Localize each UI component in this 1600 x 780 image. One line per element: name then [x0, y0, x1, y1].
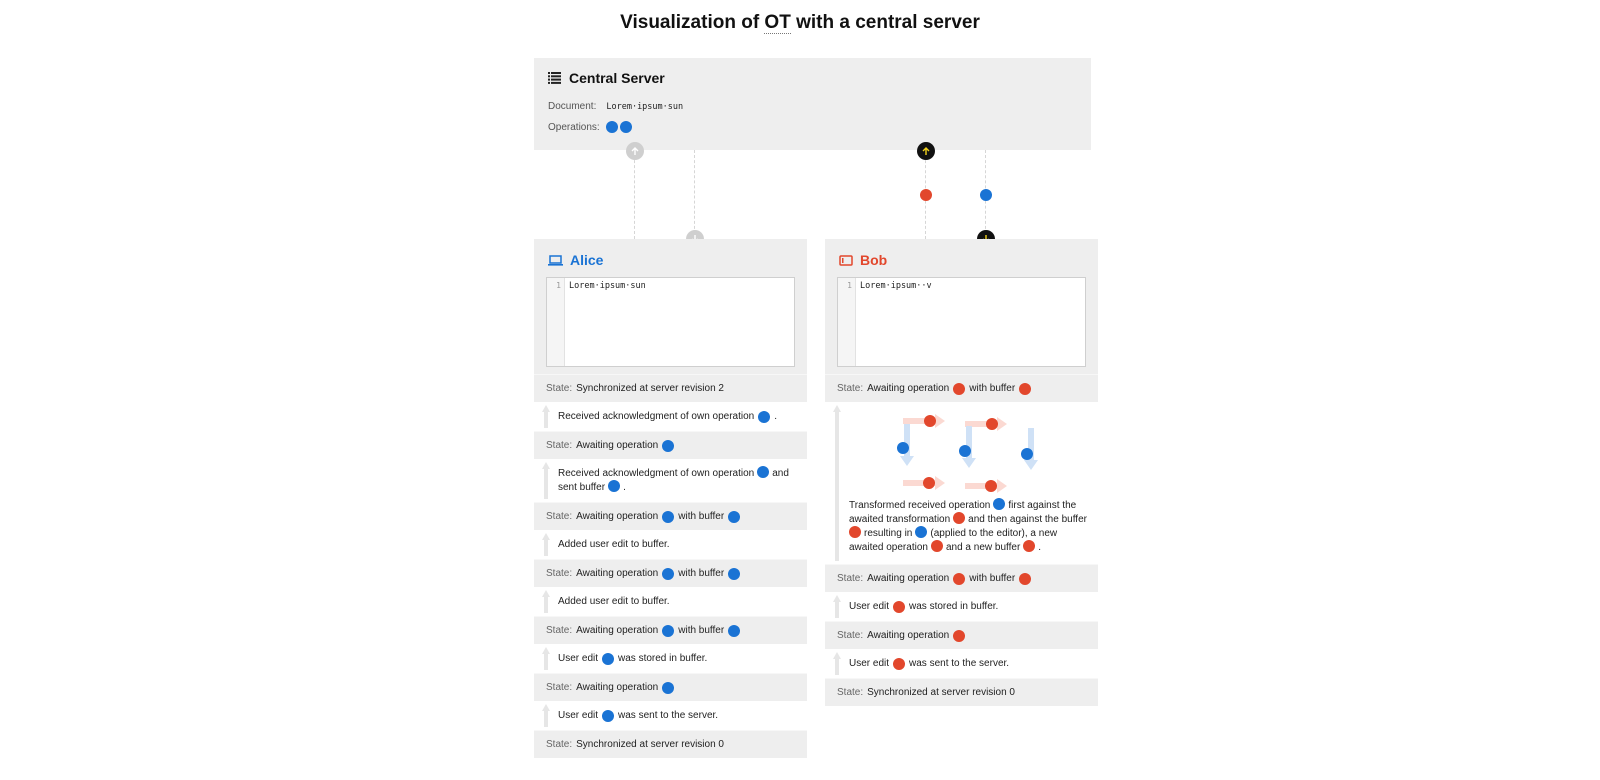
alice-state-row: State: Awaiting operation	[534, 673, 807, 701]
up-arrow-icon	[833, 595, 841, 618]
bob-name: Bob	[860, 252, 888, 268]
operation-dot[interactable]	[662, 682, 674, 694]
operation-dot[interactable]	[953, 630, 965, 642]
alice-state-row: State: Awaiting operation with buffer	[534, 616, 807, 644]
intermediate-operation-dot	[959, 445, 971, 457]
operation-dot[interactable]	[602, 710, 614, 722]
bob-state-row: State: Awaiting operation with buffer	[825, 374, 1098, 402]
bob-editor[interactable]	[837, 277, 1086, 367]
new-awaited-operation-dot	[923, 477, 935, 489]
alice-state-row: State: Awaiting operation with buffer	[534, 559, 807, 587]
alice-event-row: Added user edit to buffer.	[534, 587, 807, 616]
operation-dot[interactable]	[893, 658, 905, 670]
new-buffer-dot	[985, 480, 997, 492]
up-arrow-icon	[542, 590, 550, 613]
operation-dot[interactable]	[662, 625, 674, 637]
operation-dot[interactable]	[602, 653, 614, 665]
operation-dot[interactable]	[931, 540, 943, 552]
laptop-icon	[548, 255, 563, 266]
bob-client-panel	[825, 239, 1098, 374]
operation-dot[interactable]	[758, 411, 770, 423]
bob-transform-event: Transformed received operation first against the awaited transformation and then against the buffer resulting in (applied to the editor), a new awaited operation and a new buffer .	[825, 402, 1098, 564]
alice-event-row: Added user edit to buffer.	[534, 530, 807, 559]
bob-state-row: State: Awaiting operation	[825, 621, 1098, 649]
received-operation-dot	[897, 442, 909, 454]
server-operations-row	[548, 121, 634, 133]
buffer-dot[interactable]	[849, 526, 861, 538]
buffer-dot[interactable]	[728, 511, 740, 523]
server-operation-dot[interactable]	[620, 121, 632, 133]
server-title: Central Server	[569, 70, 665, 86]
alice-state-row: State: Awaiting operation	[534, 431, 807, 459]
alice-event-row: User edit was sent to the server.	[534, 701, 807, 730]
bob-editor-text[interactable]: Lorem·ipsum··v	[860, 281, 932, 291]
up-arrow-icon	[833, 405, 841, 561]
operation-dot[interactable]	[993, 498, 1005, 510]
operation-dot[interactable]	[662, 440, 674, 452]
arrow-up-icon	[921, 146, 931, 156]
alice-state-row: State: Synchronized at server revision 2	[534, 374, 807, 402]
bob-state-row: State: Awaiting operation with buffer	[825, 564, 1098, 592]
buffer-dot[interactable]	[1019, 573, 1031, 585]
server-icon	[548, 72, 561, 84]
page-title: Visualization of OT with a central server	[620, 12, 980, 33]
awaited-operation-dot	[924, 415, 936, 427]
operation-dot[interactable]	[915, 526, 927, 538]
alice-state-row: State: Awaiting operation with buffer	[534, 502, 807, 530]
document-label: Document:	[548, 101, 597, 112]
arrow-up-icon	[630, 146, 640, 156]
buffer-operation-dot	[986, 418, 998, 430]
alice-client-panel	[534, 239, 807, 374]
alice-history-log	[534, 374, 807, 758]
alice-header	[548, 252, 603, 268]
bob-event-row: User edit was stored in buffer.	[825, 592, 1098, 621]
operation-dot[interactable]	[662, 511, 674, 523]
server-document-text: Lorem·ipsum·sun	[606, 101, 684, 112]
bob-header	[839, 252, 887, 268]
bob-history-log	[825, 374, 1098, 706]
pending-server-operation-dot[interactable]	[980, 189, 992, 201]
alice-upload-line	[634, 150, 635, 239]
operation-dot[interactable]	[662, 568, 674, 580]
up-arrow-icon	[542, 647, 550, 670]
up-arrow-icon	[542, 533, 550, 556]
alice-download-line	[694, 150, 695, 239]
buffer-dot[interactable]	[728, 568, 740, 580]
transformation-diagram	[895, 408, 1045, 494]
alice-name: Alice	[570, 252, 604, 268]
operation-dot[interactable]	[953, 512, 965, 524]
up-arrow-icon	[542, 704, 550, 727]
up-arrow-icon	[833, 652, 841, 675]
bob-line-numbers: 1	[838, 278, 856, 366]
result-operation-dot	[1021, 448, 1033, 460]
alice-line-numbers: 1	[547, 278, 565, 366]
server-operation-dot[interactable]	[606, 121, 618, 133]
alice-event-row: User edit was stored in buffer.	[534, 644, 807, 673]
alice-editor-text[interactable]: Lorem·ipsum·sun	[569, 281, 646, 291]
operation-dot[interactable]	[757, 466, 769, 478]
alice-event-row: Received acknowledgment of own operation and sent buffer .	[534, 459, 807, 502]
central-server-panel	[534, 58, 1091, 150]
bob-state-row: State: Synchronized at server revision 0	[825, 678, 1098, 706]
operation-dot[interactable]	[893, 601, 905, 613]
server-document-row	[548, 101, 683, 112]
operation-dot[interactable]	[953, 383, 965, 395]
up-arrow-icon	[542, 405, 550, 428]
buffer-dot[interactable]	[1019, 383, 1031, 395]
operations-label: Operations:	[548, 121, 600, 133]
alice-send-button[interactable]	[626, 142, 644, 160]
buffer-dot[interactable]	[728, 625, 740, 637]
ot-abbreviation[interactable]: OT	[764, 12, 791, 33]
pending-bob-operation-dot[interactable]	[920, 189, 932, 201]
alice-editor[interactable]	[546, 277, 795, 367]
alice-event-row: Received acknowledgment of own operation .	[534, 402, 807, 431]
tablet-icon	[839, 255, 853, 266]
buffer-dot[interactable]	[1023, 540, 1035, 552]
bob-event-row: User edit was sent to the server.	[825, 649, 1098, 678]
buffer-dot[interactable]	[608, 480, 620, 492]
server-header	[548, 70, 665, 86]
alice-state-row: State: Synchronized at server revision 0	[534, 730, 807, 758]
operation-dot[interactable]	[953, 573, 965, 585]
server-operations-list	[606, 121, 634, 133]
up-arrow-icon	[542, 462, 550, 499]
bob-send-button[interactable]	[917, 142, 935, 160]
